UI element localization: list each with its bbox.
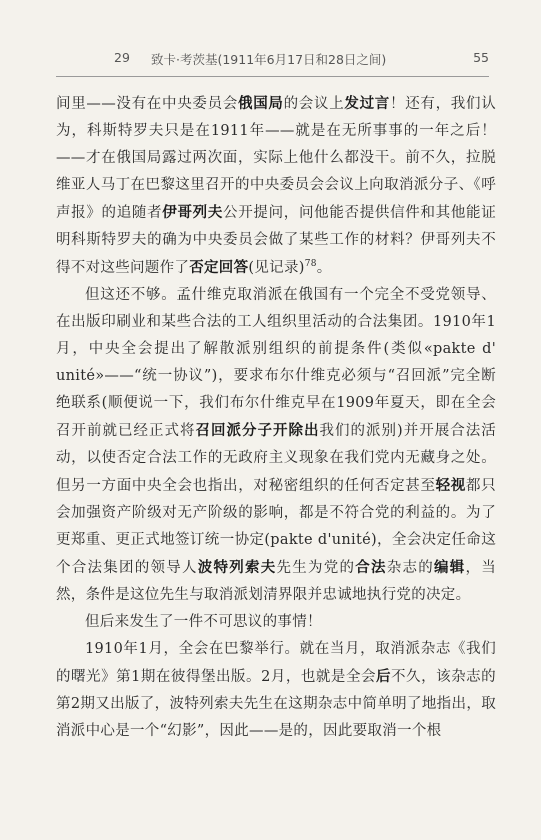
body-text	[56, 90, 496, 745]
text-run: ！还有，我们认为，科斯特罗夫只是在1911年——就是在无所事事的一年之后！——才在俄国局露过两次面，实际上他什么都没干。前不久，拉脱维亚人马丁在巴黎这里召开的中央委员会会议上向取消派分子、《呼声报》的追随者	[56, 96, 497, 221]
text-run: 间里——没有在中央委员会	[56, 96, 238, 112]
header-rule	[56, 76, 489, 77]
footnote-ref[interactable]: 78	[304, 259, 317, 270]
text-run: 的会议上	[283, 96, 345, 112]
text-run: ，当然，条件是这位先生与取消派划清界限并忠诚地执行党的决定。	[56, 560, 496, 603]
text-run: 不久，该杂志的第2期又出版了，波特列索夫先生在这期杂志中简单明了地指出，取消派中心是一个“幻影”，因此——是的，因此要取消一个根	[56, 669, 496, 739]
text-run: 先生为党的	[276, 560, 356, 576]
bold-text: 否定回答	[189, 259, 249, 276]
bold-text: 波特列索夫	[197, 559, 277, 576]
bold-text: 发过言	[344, 95, 391, 112]
text-run: 。	[316, 260, 332, 276]
running-title: 致卡·考茨基(1911年6月17日和28日之间)	[151, 52, 387, 67]
bold-text: 俄国局	[238, 95, 284, 112]
bold-text: 召回派分子开除出	[195, 422, 320, 439]
paragraph-1	[56, 90, 496, 282]
text-run: 公开提问，问他能否提供信件和其他能证明科斯特罗夫的确为中央委员会做了某些工作的材料？伊哥列夫不得不对这些问题作了	[56, 205, 496, 276]
paragraph-2	[56, 282, 496, 609]
bold-text: 伊哥列夫	[162, 204, 224, 221]
running-header	[56, 50, 489, 70]
text-run: (见记录)	[248, 260, 305, 276]
text-run: 1910年1月，全会在巴黎举行。就在当月，取消派杂志《我们的曙光》第1期在彼得堡出版。2月，也就是全会	[56, 641, 496, 685]
bold-text: 轻视	[435, 477, 466, 494]
text-run: 都只会加强资产阶级对无产阶级的影响，都是不符合党的利益的。为了更郑重、更正式地签订统一协定(pakte d'unité)，全会决定任命这个合法集团的领导人	[56, 478, 496, 576]
text-run: 杂志的	[386, 560, 434, 576]
chapter-number: 29	[114, 50, 130, 65]
text-run: 我们的派别)并开展合法活动，以使否定合法工作的无政府主义现象在我们党内无藏身之处。但另一方面中央全会也指出，对秘密组织的任何否定甚至	[56, 423, 496, 494]
bold-text: 后	[376, 668, 392, 685]
page-number: 55	[473, 50, 489, 65]
text-run: 但这还不够。孟什维克取消派在俄国有一个完全不受党领导、在出版印刷业和某些合法的工人组织里活动的合法集团。1910年1月，中央全会提出了解散派别组织的前提条件(类似«pakte d' unité»——“统一协议”)，要求布尔什维克必须与“召回派”完全断绝联系(顺便说一下，我们布尔什维克早在1909年夏天，即在全会召开前就已经正式将	[56, 287, 496, 439]
text-run: 但后来发生了一件不可思议的事情！	[85, 614, 322, 630]
bold-text: 编辑	[433, 559, 466, 576]
paragraph-4	[56, 636, 496, 745]
bold-text: 合法	[355, 559, 387, 576]
paragraph-3	[56, 609, 496, 636]
